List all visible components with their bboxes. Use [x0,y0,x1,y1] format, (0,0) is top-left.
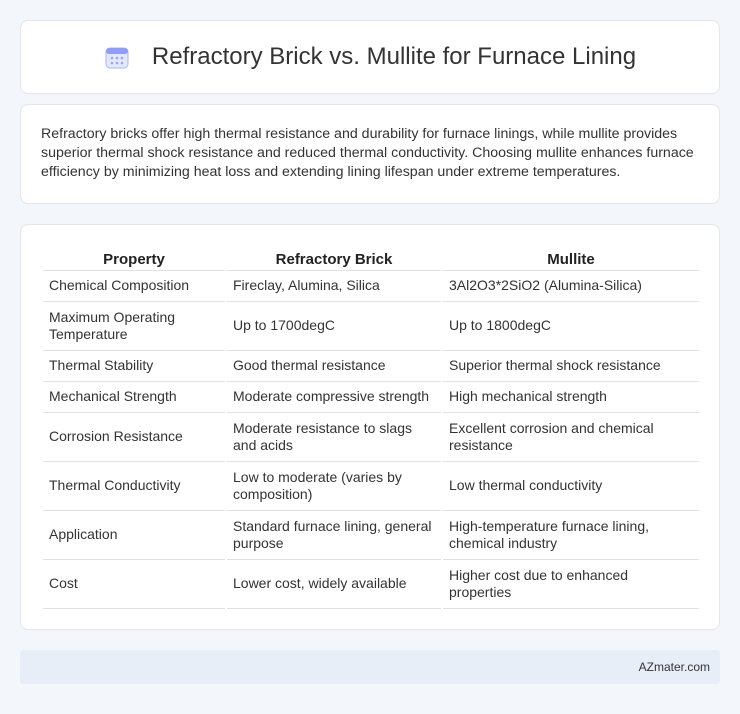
table-row [43,381,699,412]
table-row [43,270,699,301]
table-row [43,412,699,461]
table-header-row [43,245,699,270]
property-cell: Corrosion Resistance [43,412,226,461]
column-header-mullite: Mullite [442,245,699,270]
property-cell: Mechanical Strength [43,381,226,412]
refractory-brick-cell: Standard furnace lining, general purpose [226,510,442,559]
table-row [43,559,699,608]
comparison-table [43,245,699,609]
refractory-brick-cell: Low to moderate (varies by composition) [226,461,442,510]
page-title: Refractory Brick vs. Mullite for Furnace Lining [151,43,637,70]
table-row [43,510,699,559]
column-header-refractory-brick: Refractory Brick [226,245,442,270]
mullite-cell: Excellent corrosion and chemical resistance [442,412,699,461]
mullite-cell: Low thermal conductivity [442,461,699,510]
refractory-brick-cell: Lower cost, widely available [226,559,442,608]
refractory-brick-cell: Up to 1700degC [226,301,442,350]
mullite-cell: High-temperature furnace lining, chemical industry [442,510,699,559]
refractory-brick-cell: Moderate compressive strength [226,381,442,412]
comparison-card [20,224,720,630]
refractory-brick-cell: Good thermal resistance [226,350,442,381]
property-cell: Maximum Operating Temperature [43,301,226,350]
property-cell: Chemical Composition [43,270,226,301]
mullite-cell: High mechanical strength [442,381,699,412]
column-header-property: Property [43,245,226,270]
table-row [43,301,699,350]
table-row [43,350,699,381]
mullite-cell: Higher cost due to enhanced properties [442,559,699,608]
footer-bar [20,650,720,684]
summary-text: Refractory bricks offer high thermal resistance and durability for furnace linings, while mullite provides superior thermal shock resistance and reduced thermal conductivity. Choosing mullite enhances furnace efficiency by minimizing heat loss and extending lining lifespan under extreme temperatures. [41,126,694,180]
mullite-cell: Up to 1800degC [442,301,699,350]
table-row [43,461,699,510]
summary-card [20,104,720,204]
property-cell: Thermal Stability [43,350,226,381]
site-credit[interactable]: AZmater.com [638,660,710,674]
property-cell: Thermal Conductivity [43,461,226,510]
refractory-brick-cell: Moderate resistance to slags and acids [226,412,442,461]
property-cell: Cost [43,559,226,608]
property-cell: Application [43,510,226,559]
calendar-icon [104,44,130,70]
title-card [20,20,720,94]
mullite-cell: 3Al2O3*2SiO2 (Alumina-Silica) [442,270,699,301]
refractory-brick-cell: Fireclay, Alumina, Silica [226,270,442,301]
mullite-cell: Superior thermal shock resistance [442,350,699,381]
